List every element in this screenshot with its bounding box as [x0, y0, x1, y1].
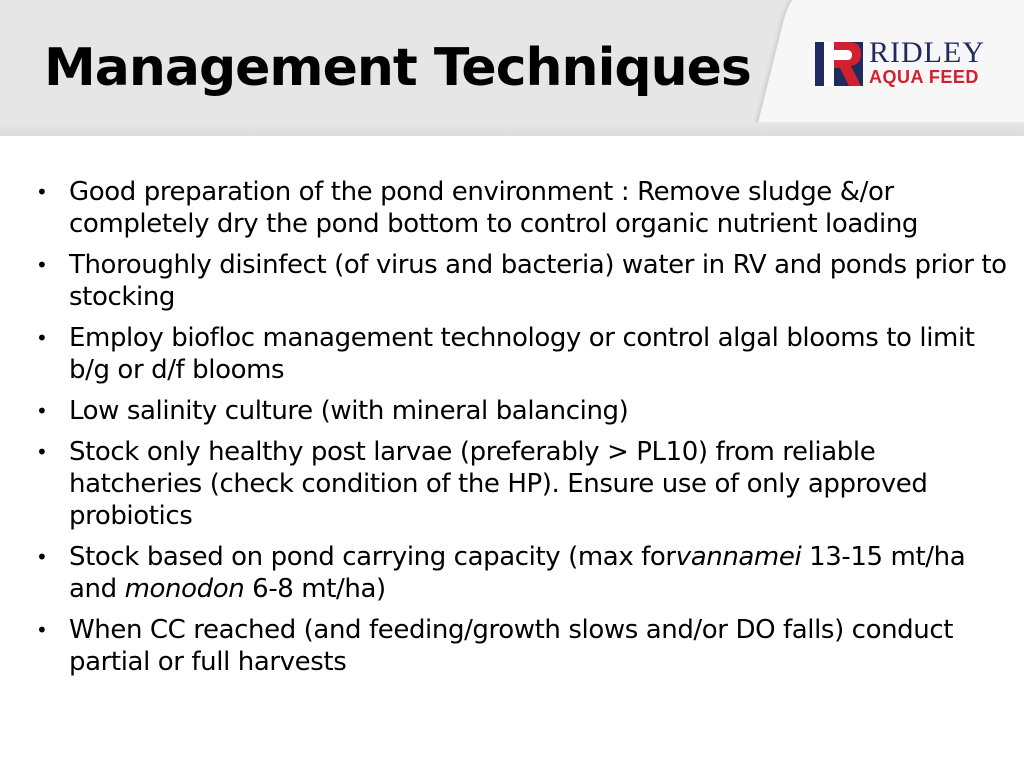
- bullet-marker: •: [36, 253, 48, 277]
- bullet-marker: •: [36, 545, 48, 569]
- bullet-marker: •: [36, 180, 48, 204]
- bullet-item: [36, 176, 1008, 240]
- bullet-text-segment: 6-8 mt/ha): [244, 574, 386, 604]
- bullet-list: [36, 176, 1008, 687]
- ridley-logo-mark-icon: [815, 40, 863, 88]
- bullet-text: When CC reached (and feeding/growth slows and/or DO falls) conduct partial or full harvests: [69, 615, 954, 677]
- logo-name-bottom: AQUA FEED: [869, 67, 979, 87]
- bullet-text-segment: Stock based on pond carrying capacity (max for: [69, 542, 676, 572]
- page-title: Management Techniques: [44, 38, 751, 98]
- bullet-item: [36, 395, 1008, 427]
- bullet-marker: •: [36, 618, 48, 642]
- bullet-text-italic: vannamei: [675, 542, 802, 572]
- ridley-aqua-feed-logo: [815, 36, 1005, 92]
- bullet-text: Low salinity culture (with mineral balancing): [69, 396, 629, 426]
- bullet-item: [36, 436, 1008, 532]
- bullet-item: [36, 614, 1008, 678]
- bullet-item: [36, 322, 1008, 386]
- bullet-item: [36, 541, 1008, 605]
- bullet-text-segment: 13-15 mt/ha and: [69, 542, 966, 604]
- bullet-text: Thoroughly disinfect (of virus and bacteria) water in RV and ponds prior to stocking: [69, 250, 1007, 312]
- bullet-text-italic: monodon: [124, 574, 245, 604]
- bullet-text: Employ biofloc management technology or control algal blooms to limit b/g or d/f blooms: [69, 323, 975, 385]
- bullet-text: Good preparation of the pond environment : Remove sludge &/or completely dry the pond bottom to control organic nutrient loading: [69, 177, 919, 239]
- bullet-marker: •: [36, 399, 48, 423]
- bullet-marker: •: [36, 440, 48, 464]
- bullet-marker: •: [36, 326, 48, 350]
- bullet-item: [36, 249, 1008, 313]
- logo-name-top: RIDLEY: [869, 36, 985, 69]
- bullet-text: Stock only healthy post larvae (preferably > PL10) from reliable hatcheries (check condition of the HP). Ensure use of only approved probiotics: [69, 437, 928, 531]
- bullet-text: [69, 542, 965, 604]
